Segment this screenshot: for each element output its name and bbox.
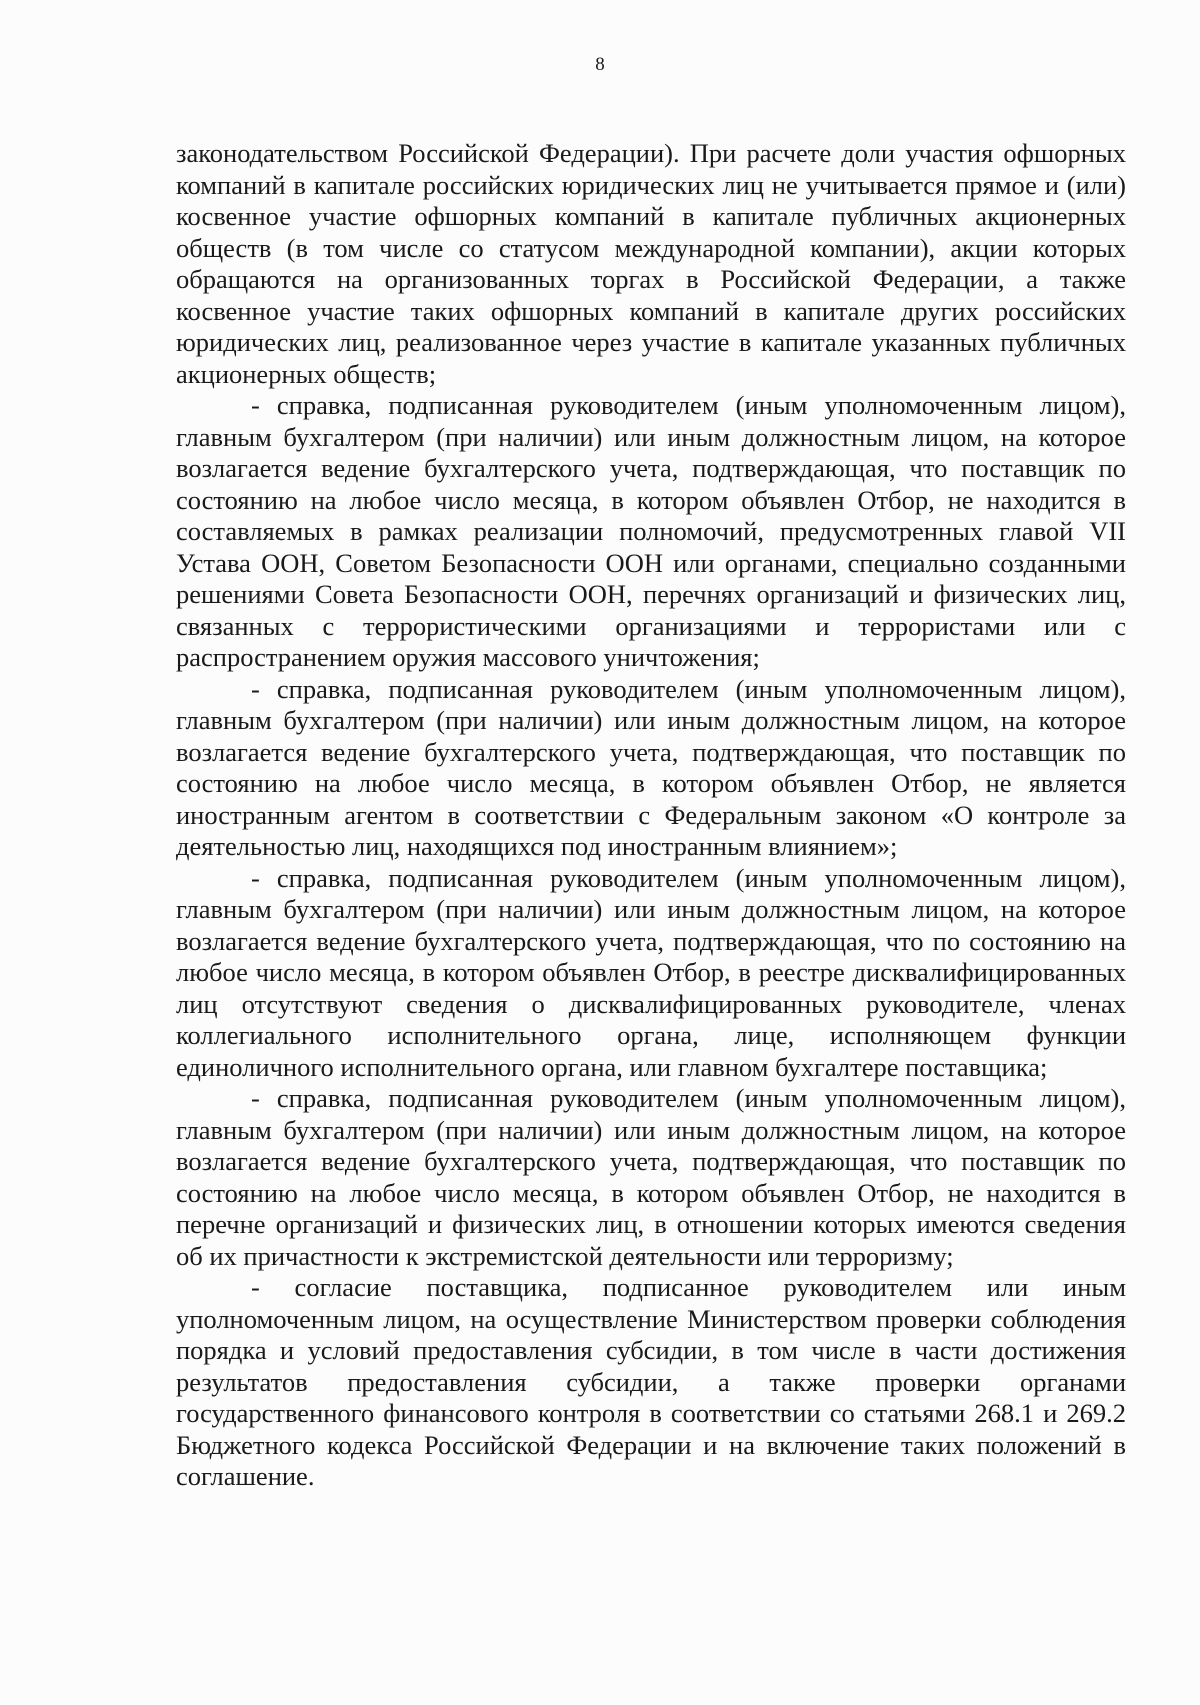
page-number: 8 <box>595 54 605 75</box>
paragraph-supplier-consent: - согласие поставщика, подписанное руководителем или иным уполномоченным лицом, на осуществление Министерством проверки соблюдения порядка и условий предоставления субсидии, в том числе в части достижения результатов предоставления субсидии, а также проверки органами государственного финансового контроля в соответствии со статьями 268.1 и 269.2 Бюджетного кодекса Российской Федерации и на включение таких положений в соглашение. <box>176 1272 1126 1491</box>
paragraph-foreign-agent-certificate: - справка, подписанная руководителем (иным уполномоченным лицом), главным бухгалтером (при наличии) или иным должностным лицом, на которое возлагается ведение бухгалтерского учета, подтверждающая, что поставщик по состоянию на любое число месяца, в котором объявлен Отбор, не является иностранным агентом в соответствии с Федеральным законом «О контроле за деятельностью лиц, находящихся под иностранным влиянием»; <box>176 673 1126 861</box>
paragraph-disqualified-persons-certificate: - справка, подписанная руководителем (иным уполномоченным лицом), главным бухгалтером (при наличии) или иным должностным лицом, на которое возлагается ведение бухгалтерского учета, подтверждающая, что по состоянию на любое число месяца, в котором объявлен Отбор, в реестре дисквалифицированных лиц отсутствуют сведения о дисквалифицированных руководителе, членах коллегиального исполнительного органа, лице, исполняющем функции единоличного исполнительного органа, или главном бухгалтере поставщика; <box>176 862 1126 1082</box>
paragraph-extremism-certificate: - справка, подписанная руководителем (иным уполномоченным лицом), главным бухгалтером (при наличии) или иным должностным лицом, на которое возлагается ведение бухгалтерского учета, подтверждающая, что поставщик по состоянию на любое число месяца, в котором объявлен Отбор, не находится в перечне организаций и физических лиц, в отношении которых имеются сведения об их причастности к экстремистской деятельности или терроризму; <box>176 1083 1126 1271</box>
paragraph-continuation: законодательством Российской Федерации). При расчете доли участия офшорных компаний в капитале российских юридических лиц не учитывается прямое и (или) косвенное участие офшорных компаний в капитале публичных акционерных обществ (в том числе со статусом международной компании), акции которых обращаются на организованных торгах в Российской Федерации, а также косвенное участие таких офшорных компаний в капитале других российских юридических лиц, реализованное через участие в капитале указанных публичных акционерных обществ; <box>176 138 1126 389</box>
document-body <box>176 138 1126 1493</box>
paragraph-un-sanctions-certificate: - справка, подписанная руководителем (иным уполномоченным лицом), главным бухгалтером (при наличии) или иным должностным лицом, на которое возлагается ведение бухгалтерского учета, подтверждающая, что поставщик по состоянию на любое число месяца, в котором объявлен Отбор, не находится в составляемых в рамках реализации полномочий, предусмотренных главой VII Устава ООН, Советом Безопасности ООН или органами, специально созданными решениями Совета Безопасности ООН, перечнях организаций и физических лиц, связанных с террористическими организациями и террористами или с распространением оружия массового уничтожения; <box>176 390 1126 672</box>
